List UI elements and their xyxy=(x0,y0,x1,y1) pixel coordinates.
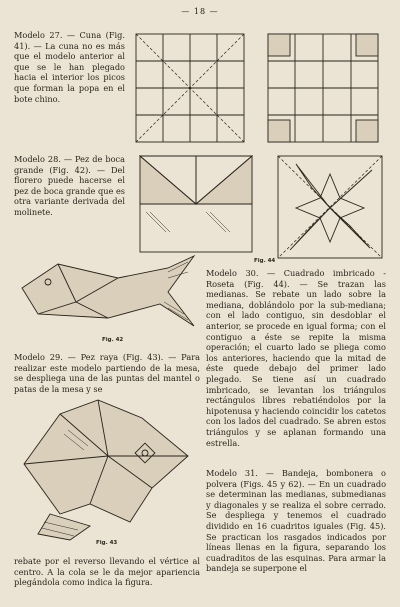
fig-44-caption: Fig. 44 xyxy=(254,258,276,264)
model-29-text: Modelo 29. — Pez raya (Fig. 43). — Para realizar este modelo partiendo de la mesa, se despliega una de las puntas del mantel o patas de la mesa y se xyxy=(14,352,200,394)
model-27-text: Modelo 27. — Cuna (Fig. 41). — La cuna no es más que el modelo anterior al que se le han plegado hacia el interior los picos que forman la popa en el bote chino. xyxy=(14,30,125,104)
fig-43-raya xyxy=(20,394,200,544)
fig-44-roseta-right xyxy=(276,154,386,262)
fig-43-caption: Fig. 43 xyxy=(96,540,118,546)
fig-44-roseta-left xyxy=(136,152,258,256)
fig-42-fish xyxy=(18,248,198,336)
model-30-text: Modelo 30. — Cuadrado imbricado - Roseta (Fig. 44). — Se trazan las medianas. Se rebate un lado sobre la mediana, doblándolo por la sub-mediana; con el lado contiguo, sin desdoblar el anterior, se procede en igual forma; con el contiguo a éste se repite la misma operación; el cuarto lado se pliega como los anteriores, haciendo que la mitad de éste quede debajo del primer lado plegado. Se tiene así un cuadrado imbricado, se levantan los triángulos rectángulos libres rebatiéndolos por la hipotenusa y haciendo coincidir los catetos con los lados del cuadrado. Se abren estos triángulos y se aplanan formando una estrella. xyxy=(206,268,386,448)
model-28-text: Modelo 28. — Pez de boca grande (Fig. 42). — Del florero puede hacerse el pez de boca grande que es otra variante derivada del molinete. xyxy=(14,154,125,217)
page-number: — 18 — xyxy=(181,7,219,16)
model-31-text: Modelo 31. — Bandeja, bombonera o polvera (Figs. 45 y 62). — En un cuadrado se determinan las medianas, submedianas y diagonales y se realiza el sobre cerrado. Se despliega y tenemos el cuadrado dividido en 16 cuadritos iguales (Fig. 45). Se practican los rasgados indicados por líneas llenas en la figura, separando los cuadraditos de las esquinas. Para armar la bandeja se superpone el xyxy=(206,468,386,574)
fig-42-caption: Fig. 42 xyxy=(102,337,124,343)
model-29-text-continued: rebate por el reverso llevando el vértice al centro. A la cola se le da mejor apariencia plegándola como indica la figura. xyxy=(14,556,200,588)
fig-41-grid-right xyxy=(266,32,384,146)
fig-41-grid-left xyxy=(134,32,248,146)
